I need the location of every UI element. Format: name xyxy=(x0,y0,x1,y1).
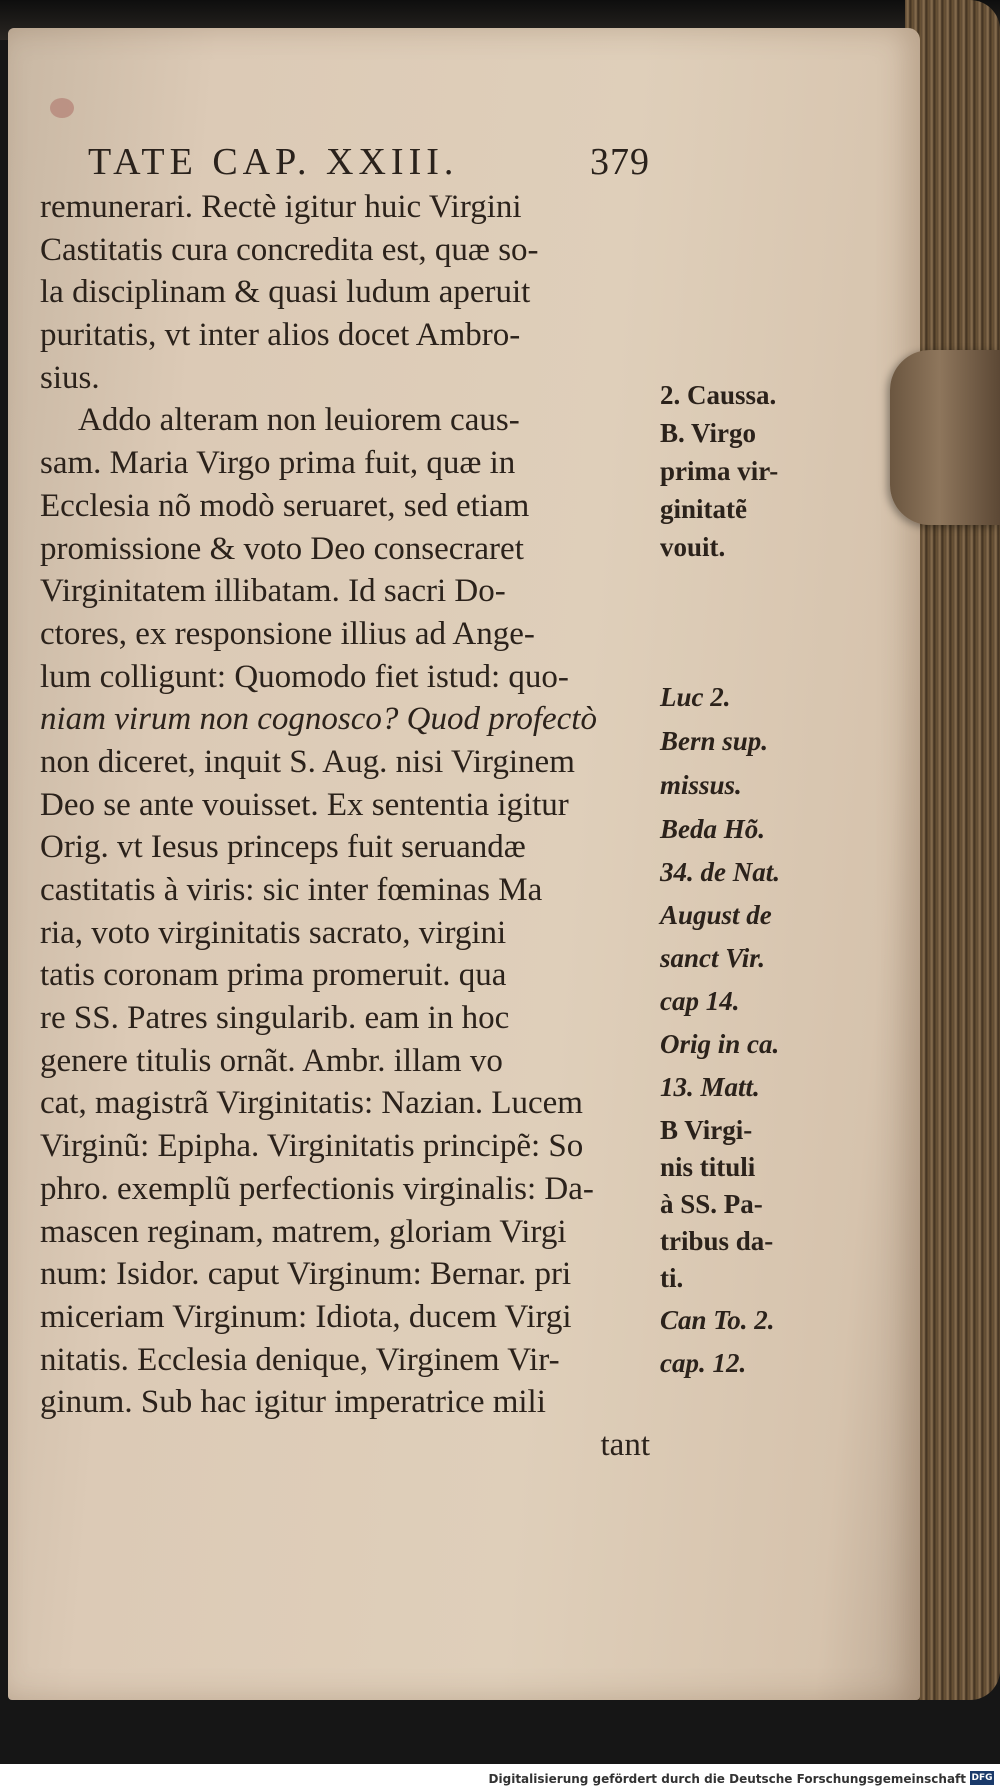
text-line: Castitatis cura concredita est, quæ so- xyxy=(40,231,539,268)
catchword: tant xyxy=(600,1426,650,1463)
marginal-note: 34. de Nat. xyxy=(660,857,780,887)
marginal-note: ginitatẽ xyxy=(660,494,747,524)
marginal-note: B Virgi- xyxy=(660,1115,753,1145)
text-line: ginum. Sub hac igitur imperatrice mili xyxy=(40,1384,546,1421)
running-header xyxy=(88,140,668,184)
text-line: Ecclesia nõ modò seruaret, sed etiam xyxy=(40,487,530,524)
text-line: ctores, ex responsione illius ad Ange- xyxy=(40,615,535,652)
main-text-block xyxy=(40,186,660,1467)
text-line: Virginitatem illibatam. Id sacri Do- xyxy=(40,573,506,610)
text-line: cat, magistrã Virginitatis: Nazian. Lucem xyxy=(40,1085,583,1122)
text-line: genere titulis ornãt. Ambr. illam vo xyxy=(40,1042,503,1079)
marginal-note: nis tituli xyxy=(660,1152,756,1182)
text-line: la disciplinam & quasi ludum aperuit xyxy=(40,274,531,311)
text-line: ria, voto virginitatis sacrato, virgini xyxy=(40,914,507,951)
marginal-note: 13. Matt. xyxy=(660,1072,760,1102)
funding-credit: Digitalisierung gefördert durch die Deutsche Forschungsgemeinschaft xyxy=(488,1772,966,1786)
text-line: re SS. Patres singularib. eam in hoc xyxy=(40,1000,510,1037)
marginal-note: Bern sup. xyxy=(660,726,769,756)
page-number: 379 xyxy=(590,141,650,183)
running-title: TATE CAP. XXIII. xyxy=(88,141,459,183)
text-line: Addo alteram non leuiorem caus- xyxy=(78,402,520,439)
text-line: puritatis, vt inter alios docet Ambro- xyxy=(40,317,521,354)
marginal-note: missus. xyxy=(660,770,742,800)
text-line: sam. Maria Virgo prima fuit, quæ in xyxy=(40,445,516,482)
marginal-note: ti. xyxy=(660,1263,684,1293)
text-line: castitatis à viris: sic inter fœminas Ma xyxy=(40,872,543,908)
book-clip xyxy=(890,350,1000,525)
ink-stain xyxy=(50,98,74,118)
marginal-note: à SS. Pa- xyxy=(660,1189,763,1219)
marginal-note: Luc 2. xyxy=(660,682,731,712)
text-line: remunerari. Rectè igitur huic Virgini xyxy=(40,189,522,225)
marginal-note: 2. Caussa. xyxy=(660,380,777,410)
text-line: nitatis. Ecclesia denique, Virginem Vir- xyxy=(40,1341,560,1378)
marginal-note: Orig in ca. xyxy=(660,1029,780,1059)
marginal-note: Can To. 2. xyxy=(660,1305,775,1335)
text-line: num: Isidor. caput Virginum: Bernar. pri xyxy=(40,1256,572,1293)
marginal-note: cap. 12. xyxy=(660,1348,747,1378)
marginal-note: tribus da- xyxy=(660,1226,774,1256)
digitization-footer xyxy=(0,1764,1000,1792)
text-line: non diceret, inquit S. Aug. nisi Virginem xyxy=(40,743,575,780)
text-line: Orig. vt Iesus princeps fuit seruandæ xyxy=(40,829,526,866)
marginal-note: B. Virgo xyxy=(660,418,757,448)
marginal-note: Beda Hõ. xyxy=(660,814,765,844)
marginal-note: August de xyxy=(660,900,772,930)
text-line: miceriam Virginum: Idiota, ducem Virgi xyxy=(40,1298,572,1335)
text-line: promissione & voto Deo consecraret xyxy=(40,530,524,567)
text-line: Deo se ante vouisset. Ex sententia igitur xyxy=(40,786,569,823)
text-line: phro. exemplũ perfectionis virginalis: Da- xyxy=(40,1170,594,1207)
marginal-note: sanct Vir. xyxy=(660,943,766,973)
marginal-note: prima vir- xyxy=(660,456,779,486)
text-line: niam virum non cognosco? Quod profectò xyxy=(40,701,597,738)
marginal-note: cap 14. xyxy=(660,986,740,1016)
marginal-note: vouit. xyxy=(660,532,726,562)
text-line: mascen reginam, matrem, gloriam Virgi xyxy=(40,1213,567,1250)
dfg-logo: DFG xyxy=(971,1773,993,1783)
text-line: sius. xyxy=(40,359,100,396)
text-line: tatis coronam prima promeruit. qua xyxy=(40,957,507,994)
text-line: Virginũ: Epipha. Virginitatis principẽ: So xyxy=(40,1128,584,1165)
text-line: lum colligunt: Quomodo fiet istud: quo- xyxy=(40,658,569,695)
